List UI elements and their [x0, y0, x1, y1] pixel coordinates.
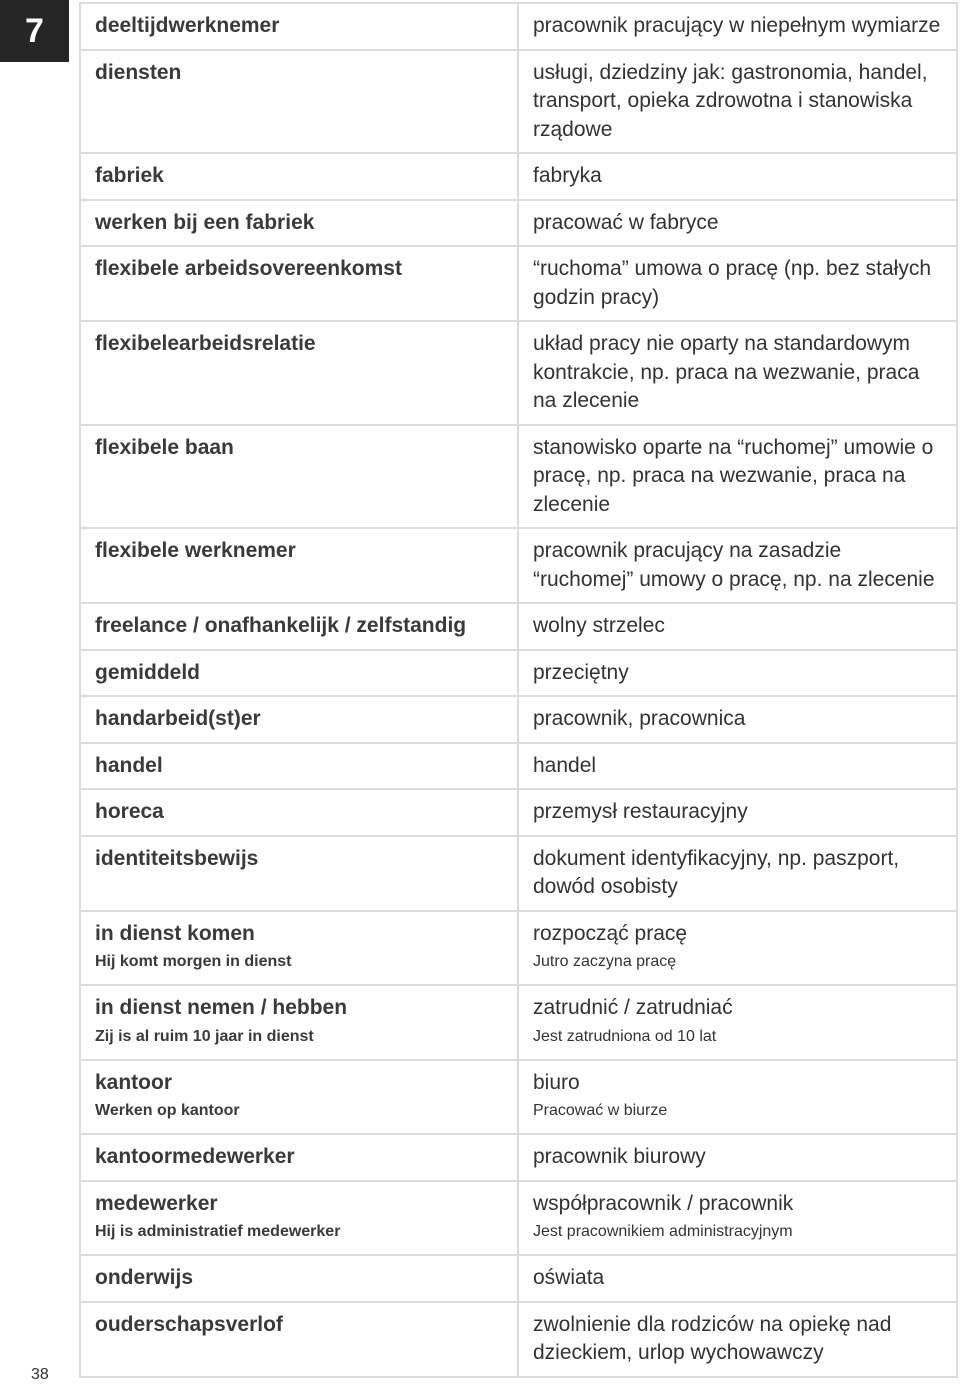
vocab-row	[80, 246, 957, 321]
dutch-example: Zij is al ruim 10 jaar in dienst	[95, 1027, 314, 1045]
dutch-term-cell	[80, 50, 518, 154]
polish-translation-cell	[518, 603, 957, 650]
polish-translation: “ruchoma” umowa o pracę (np. bez stałych godzin pracy)	[533, 257, 932, 309]
vocab-row	[80, 789, 957, 836]
polish-example: Jest pracownikiem administracyjnym	[533, 1223, 793, 1240]
page-number: 38	[31, 1366, 49, 1383]
vocab-row	[80, 1181, 957, 1256]
polish-translation-cell	[518, 1181, 957, 1256]
polish-translation: rozpocząć pracę	[533, 921, 688, 945]
polish-translation-cell	[518, 425, 957, 529]
vocab-row	[80, 153, 957, 200]
dutch-term-cell	[80, 1302, 518, 1377]
polish-translation-cell	[518, 200, 957, 247]
dutch-term-cell	[80, 1181, 518, 1256]
polish-translation: pracownik biurowy	[533, 1145, 706, 1168]
dutch-term: flexibele baan	[95, 435, 234, 459]
vocab-row	[80, 1134, 957, 1181]
polish-translation: biuro	[533, 1070, 580, 1094]
dutch-term: handarbeid(st)er	[95, 707, 261, 730]
dutch-term: diensten	[95, 60, 182, 84]
dutch-term: kantoormedewerker	[95, 1145, 295, 1168]
dutch-term: werken bij een fabriek	[95, 210, 315, 234]
dutch-term: deeltijdwerknemer	[95, 14, 280, 37]
vocab-row	[80, 425, 957, 529]
polish-translation: pracownik, pracownica	[533, 707, 746, 730]
polish-translation-cell	[518, 743, 957, 790]
chapter-number-tab: 7	[0, 0, 69, 62]
dutch-term-cell	[80, 3, 518, 50]
vocab-row	[80, 1255, 957, 1302]
polish-translation-cell	[518, 1134, 957, 1181]
polish-translation: stanowisko oparte na “ruchomej” umowie o pracę, np. praca na wezwanie, praca na zlecenie	[533, 435, 934, 516]
vocab-row	[80, 1302, 957, 1377]
polish-example: Pracować w biurze	[533, 1102, 668, 1119]
dutch-example: Hij komt morgen in dienst	[95, 953, 292, 970]
polish-translation-cell	[518, 321, 957, 425]
polish-translation-cell	[518, 1302, 957, 1377]
polish-translation-cell	[518, 153, 957, 200]
polish-translation-cell	[518, 789, 957, 836]
dutch-term-cell	[80, 153, 518, 200]
vocab-row	[80, 3, 957, 50]
vocab-row	[80, 528, 957, 603]
dutch-term-cell	[80, 789, 518, 836]
dutch-term-cell	[80, 1255, 518, 1302]
dutch-term-cell	[80, 911, 518, 986]
polish-translation-cell	[518, 985, 957, 1060]
polish-translation: pracować w fabryce	[533, 210, 719, 234]
polish-translation-cell	[518, 696, 957, 743]
vocab-row	[80, 985, 957, 1060]
dutch-term: medewerker	[95, 1191, 218, 1215]
polish-translation: dokument identyfikacyjny, np. paszport, dowód osobisty	[533, 846, 900, 898]
polish-translation: pracownik pracujący w niepełnym wymiarze	[533, 14, 941, 37]
polish-translation: układ pracy nie oparty na standardowym kontrakcie, np. praca na wezwanie, praca na zlecenie	[533, 332, 920, 412]
dutch-term: flexibele arbeidsovereenkomst	[95, 257, 402, 280]
dutch-term: kantoor	[95, 1070, 173, 1094]
vocab-row	[80, 836, 957, 911]
dutch-example: Werken op kantoor	[95, 1102, 240, 1119]
dutch-term: fabriek	[95, 164, 164, 187]
dutch-term-cell	[80, 603, 518, 650]
dutch-term-cell	[80, 650, 518, 697]
polish-translation: zatrudnić / zatrudniać	[533, 996, 733, 1019]
polish-translation-cell	[518, 50, 957, 154]
dutch-term-cell	[80, 1134, 518, 1181]
polish-translation: fabryka	[533, 164, 602, 187]
vocab-row	[80, 1060, 957, 1135]
dutch-term: identiteitsbewijs	[95, 846, 259, 870]
dutch-term-cell	[80, 425, 518, 529]
dutch-term: flexibele werknemer	[95, 539, 296, 562]
dutch-term-cell	[80, 1060, 518, 1135]
vocab-row	[80, 743, 957, 790]
dutch-term: in dienst komen	[95, 921, 255, 945]
polish-translation: usługi, dziedziny jak: gastronomia, handel, transport, opieka zdrowotna i stanowiska rządowe	[533, 60, 928, 141]
polish-translation: zwolnienie dla rodziców na opiekę nad dzieckiem, urlop wychowawczy	[533, 1312, 892, 1364]
dutch-term-cell	[80, 696, 518, 743]
polish-translation: przemysł restauracyjny	[533, 800, 748, 823]
polish-translation: pracownik pracujący na zasadzie “ruchomej” umowy o pracę, np. na zlecenie	[533, 539, 935, 591]
polish-translation-cell	[518, 911, 957, 986]
dutch-term: freelance / onafhankelijk / zelfstandig	[95, 614, 467, 637]
polish-translation-cell	[518, 3, 957, 50]
dutch-term-cell	[80, 528, 518, 603]
dutch-term-cell	[80, 836, 518, 911]
vocab-row	[80, 911, 957, 986]
vocab-row	[80, 200, 957, 247]
polish-translation: przeciętny	[533, 660, 629, 684]
polish-translation-cell	[518, 1060, 957, 1135]
vocab-row	[80, 321, 957, 425]
polish-example: Jutro zaczyna pracę	[533, 953, 677, 970]
polish-example: Jest zatrudniona od 10 lat	[533, 1027, 717, 1045]
polish-translation: współpracownik / pracownik	[533, 1191, 794, 1215]
vocab-row	[80, 50, 957, 154]
vocab-row	[80, 696, 957, 743]
dutch-term-cell	[80, 743, 518, 790]
dutch-term-cell	[80, 200, 518, 247]
polish-translation: handel	[533, 753, 597, 777]
vocab-row	[80, 603, 957, 650]
dutch-term: horeca	[95, 800, 164, 823]
polish-translation-cell	[518, 246, 957, 321]
vocabulary-table	[79, 2, 958, 1378]
polish-translation: oświata	[533, 1266, 605, 1289]
polish-translation-cell	[518, 836, 957, 911]
dutch-term-cell	[80, 321, 518, 425]
dutch-example: Hij is administratief medewerker	[95, 1223, 341, 1240]
dutch-term: ouderschapsverlof	[95, 1312, 283, 1336]
dutch-term: gemiddeld	[95, 660, 201, 684]
polish-translation-cell	[518, 1255, 957, 1302]
dutch-term: handel	[95, 753, 163, 777]
dutch-term-cell	[80, 985, 518, 1060]
polish-translation-cell	[518, 528, 957, 603]
polish-translation: wolny strzelec	[533, 614, 665, 637]
dutch-term-cell	[80, 246, 518, 321]
dutch-term: onderwijs	[95, 1266, 194, 1289]
dutch-term: in dienst nemen / hebben	[95, 996, 348, 1019]
vocab-row	[80, 650, 957, 697]
polish-translation-cell	[518, 650, 957, 697]
dutch-term: flexibelearbeidsrelatie	[95, 332, 316, 355]
